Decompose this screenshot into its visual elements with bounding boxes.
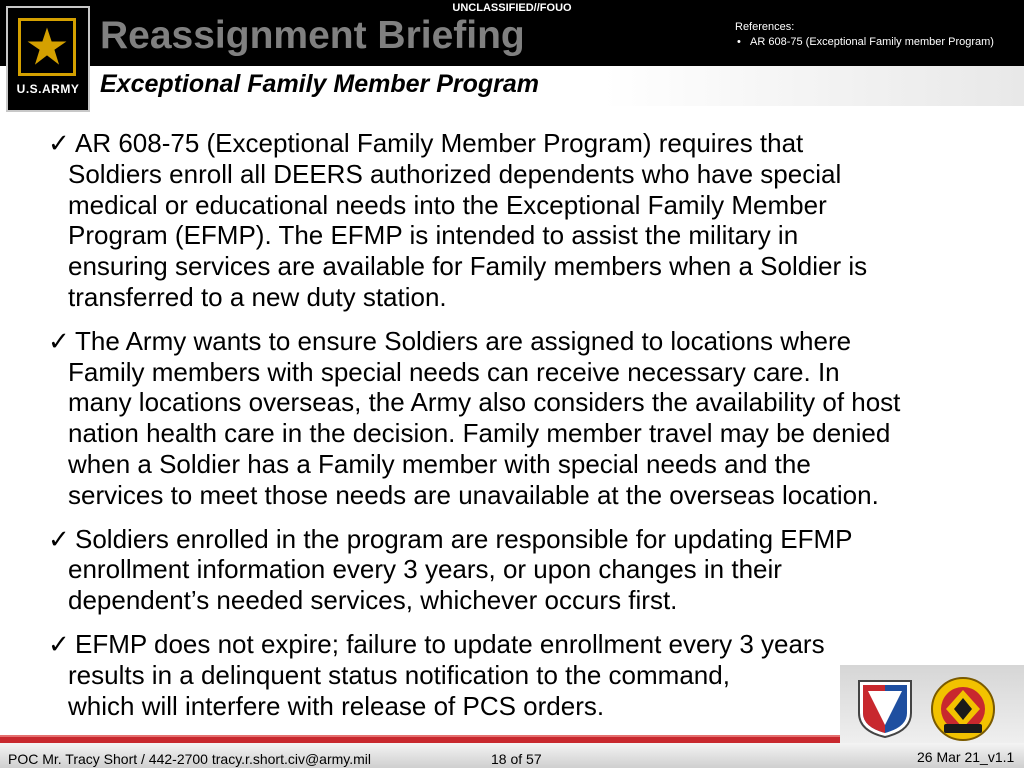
bullet-line: services to meet those needs are unavailable at the overseas location.: [68, 479, 879, 510]
bullet-item: [48, 524, 1008, 616]
page-number: 18 of 57: [491, 751, 542, 767]
bullet-line: dependent’s needed services, whichever occurs first.: [68, 585, 678, 616]
bullet-line: many locations overseas, the Army also considers the availability of host: [68, 387, 901, 418]
bullet-line: Family members with special needs can receive necessary care. In: [68, 356, 840, 387]
bullet-line: medical or educational needs into the Exceptional Family Member: [68, 189, 827, 220]
bullet-line: Soldiers enrolled in the program are responsible for updating EFMP: [75, 523, 853, 554]
bullet-line: results in a delinquent status notification to the command,: [68, 659, 730, 690]
bullet-line: The Army wants to ensure Soldiers are assigned to locations where: [75, 325, 852, 356]
page-title: Reassignment Briefing: [100, 14, 525, 57]
classification-banner: UNCLASSIFIED//FOUO: [452, 2, 572, 14]
page-subtitle: Exceptional Family Member Program: [100, 70, 540, 98]
reference-item: • AR 608-75 (Exceptional Family member Program): [737, 36, 994, 48]
version-date: 26 Mar 21_v1.1: [917, 749, 1015, 765]
bullet-line: transferred to a new duty station.: [68, 281, 447, 312]
bullet-line: Soldiers enroll all DEERS authorized dependents who have special: [68, 158, 842, 189]
amc-shoulder-patch-icon: [856, 679, 914, 739]
bullet-list: [48, 128, 1008, 734]
check-icon: ✓: [48, 128, 70, 158]
bullet-item: [48, 128, 1008, 313]
check-icon: ✓: [48, 628, 70, 659]
check-icon: ✓: [48, 325, 70, 356]
army-star-icon: [18, 18, 76, 76]
bullet-item: [48, 326, 1008, 511]
check-icon: ✓: [48, 523, 70, 554]
support-command-crest-icon: [930, 676, 996, 742]
bullet-line: enrollment information every 3 years, or upon changes in their: [68, 554, 782, 585]
bullet-line: ensuring services are available for Family members when a Soldier is: [68, 251, 868, 282]
references: [735, 20, 994, 50]
army-logo: [6, 6, 90, 112]
bullet-line: Program (EFMP). The EFMP is intended to assist the military in: [68, 220, 799, 251]
references-label: References:: [735, 21, 795, 33]
bullet-line: which will interfere with release of PCS orders.: [68, 690, 605, 721]
bullet-line: when a Soldier has a Family member with special needs and the: [68, 448, 811, 479]
poc-contact: POC Mr. Tracy Short / 442-2700 tracy.r.short.civ@army.mil: [8, 751, 372, 767]
bullet-line: EFMP does not expire; failure to update enrollment every 3 years: [75, 628, 825, 659]
logo-text: U.S.ARMY: [16, 82, 80, 96]
reference-text: AR 608-75 (Exceptional Family member Program): [750, 36, 994, 48]
bullet-line: nation health care in the decision. Family member travel may be denied: [68, 418, 891, 449]
bullet-line: AR 608-75 (Exceptional Family Member Program) requires that: [75, 128, 804, 158]
